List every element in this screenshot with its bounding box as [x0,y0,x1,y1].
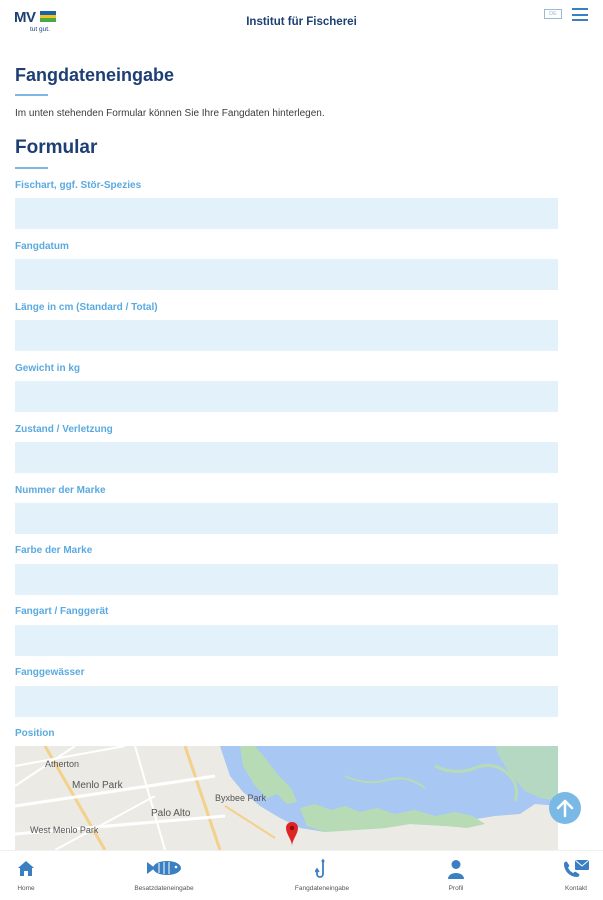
nav-item-kontakt[interactable] [556,851,596,900]
laenge-input[interactable] [15,320,558,351]
field-label-gewicht: Gewicht in kg [15,363,81,374]
logo-tagline: tut gut. [30,26,50,33]
field-label-fanggewaesser: Fanggewässer [15,667,85,678]
position-map[interactable] [15,746,558,850]
nav-label-home: Home [17,885,35,892]
form-heading-underline [15,167,48,169]
app-header [0,0,603,46]
page-title: Institut für Fischerei [246,16,357,28]
zustand-input[interactable] [15,442,558,473]
map-label-palo-alto: Palo Alto [151,808,191,819]
phone-mail-icon [562,859,590,879]
fanggewaesser-input[interactable] [15,686,558,717]
language-button[interactable]: DE [544,9,562,19]
intro-text: Im unten stehenden Formular können Sie Ihre Fangdaten hinterlegen. [15,108,325,119]
markennummer-input[interactable] [15,503,558,534]
nav-label-fangdateneingabe: Fangdateneingabe [294,885,350,892]
nav-item-besatzdateneingabe[interactable] [130,851,198,900]
fangdatum-input[interactable] [15,259,558,290]
nav-item-home[interactable] [0,851,52,900]
nav-item-fangdateneingabe[interactable] [290,851,354,900]
map-label-byxbee-park: Byxbee Park [215,793,267,803]
fangart-input[interactable] [15,625,558,656]
field-label-fangdatum: Fangdatum [15,241,69,252]
logo-text: MV [14,9,36,26]
form-heading: Formular [15,137,98,158]
section-heading: Fangdateneingabe [15,65,175,85]
markenfarbe-input[interactable] [15,564,558,595]
hamburger-menu-icon[interactable] [572,8,588,22]
nav-label-profil: Profil [448,885,464,892]
fish-icon [145,859,183,877]
arrow-up-icon [549,792,581,824]
field-label-fangart: Fangart / Fanggerät [15,606,109,617]
scroll-to-top-button[interactable] [549,792,581,824]
field-label-markennummer: Nummer der Marke [15,485,106,496]
map-label-menlo-park: Menlo Park [72,780,123,791]
gewicht-input[interactable] [15,381,558,412]
heading-underline [15,94,48,96]
field-label-zustand: Zustand / Verletzung [15,424,113,435]
field-label-position: Position [15,728,55,739]
map-label-west-menlo-park: West Menlo Park [30,825,99,835]
field-label-fischart: Fischart, ggf. Stör-Spezies [15,180,142,191]
hook-icon [315,859,329,881]
fischart-input[interactable] [15,198,558,229]
field-label-markenfarbe: Farbe der Marke [15,545,93,556]
bottom-navigation [0,850,603,900]
home-icon [16,859,36,877]
nav-label-besatzdateneingabe: Besatzdateneingabe [134,885,194,892]
person-icon [447,859,465,879]
nav-item-profil[interactable] [430,851,482,900]
field-label-laenge: Länge in cm (Standard / Total) [15,302,158,313]
nav-label-kontakt: Kontakt [564,885,588,892]
map-label-atherton: Atherton [45,759,80,769]
